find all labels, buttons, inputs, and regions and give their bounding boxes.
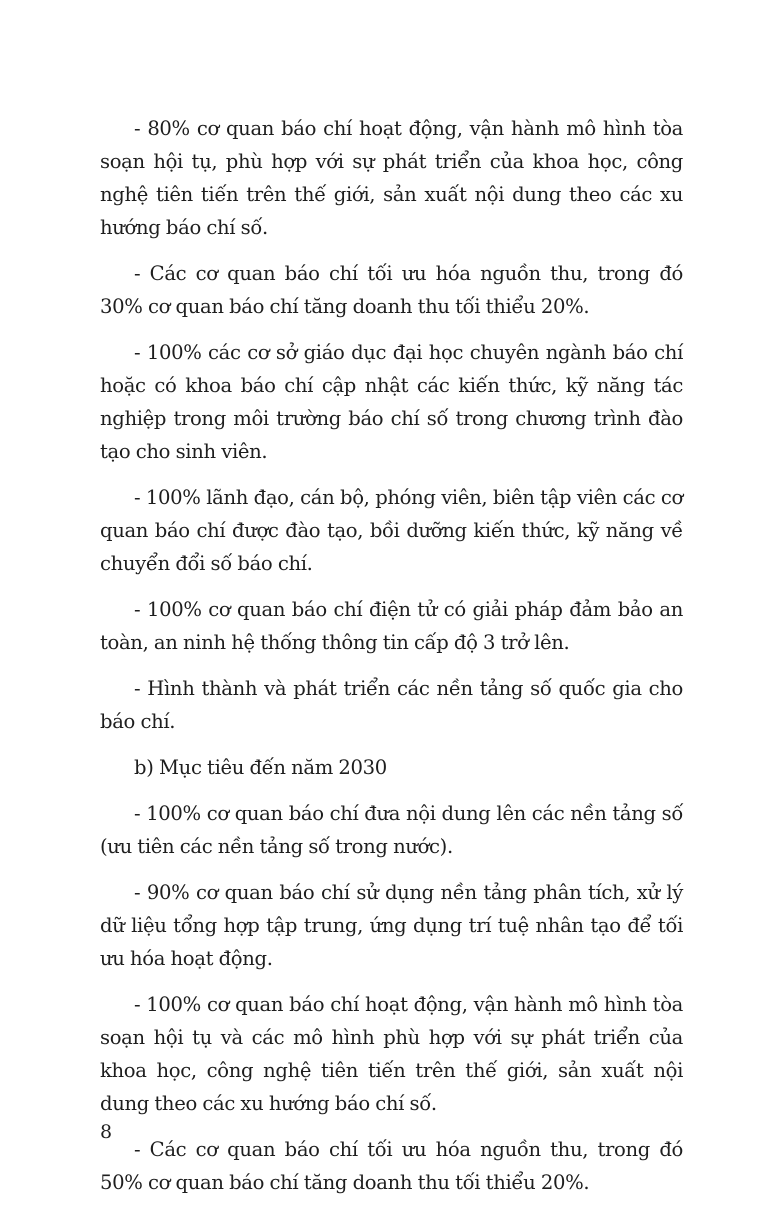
paragraph-revenue-50-percent: - Các cơ quan báo chí tối ưu hóa nguồn thu, trong đó 50% cơ quan báo chí tăng doanh thu tối thiểu 20%. bbox=[100, 1138, 683, 1194]
section-heading-2030-goals: b) Mục tiêu đến năm 2030 bbox=[134, 756, 387, 779]
document-body bbox=[100, 112, 683, 1212]
paragraph-content-on-digital-platforms: - 100% cơ quan báo chí đưa nội dung lên các nền tảng số (ưu tiên các nền tảng số trong nước). bbox=[100, 802, 683, 858]
paragraph-national-platforms: - Hình thành và phát triển các nền tảng số quốc gia cho báo chí. bbox=[100, 677, 683, 733]
paragraph-security-level-3: - 100% cơ quan báo chí điện tử có giải pháp đảm bảo an toàn, an ninh hệ thống thông tin cấp độ 3 trở lên. bbox=[100, 598, 683, 654]
page-number: 8 bbox=[100, 1121, 113, 1143]
paragraph-universities-curriculum: - 100% các cơ sở giáo dục đại học chuyên ngành báo chí hoặc có khoa báo chí cập nhật các kiến thức, kỹ năng tác nghiệp trong môi trường báo chí số trong chương trình đào tạo cho sinh viên. bbox=[100, 341, 683, 463]
paragraph-target-100-percent-convergence: - 100% cơ quan báo chí hoạt động, vận hành mô hình tòa soạn hội tụ và các mô hình phù hợp với sự phát triển của khoa học, công nghệ tiên tiến trên thế giới, sản xuất nội dung theo các xu hướng báo chí số. bbox=[100, 993, 683, 1115]
paragraph-data-analytics-ai: - 90% cơ quan báo chí sử dụng nền tảng phân tích, xử lý dữ liệu tổng hợp tập trung, ứng dụng trí tuệ nhân tạo để tối ưu hóa hoạt động. bbox=[100, 881, 683, 970]
paragraph-target-80-percent-convergence: - 80% cơ quan báo chí hoạt động, vận hành mô hình tòa soạn hội tụ, phù hợp với sự phát triển của khoa học, công nghệ tiên tiến trên thế giới, sản xuất nội dung theo các xu hướng báo chí số. bbox=[100, 117, 683, 239]
paragraph-staff-training: - 100% lãnh đạo, cán bộ, phóng viên, biên tập viên các cơ quan báo chí được đào tạo, bồi dưỡng kiến thức, kỹ năng về chuyển đổi số báo chí. bbox=[100, 486, 683, 575]
paragraph-revenue-30-percent: - Các cơ quan báo chí tối ưu hóa nguồn thu, trong đó 30% cơ quan báo chí tăng doanh thu tối thiểu 20%. bbox=[100, 262, 683, 318]
